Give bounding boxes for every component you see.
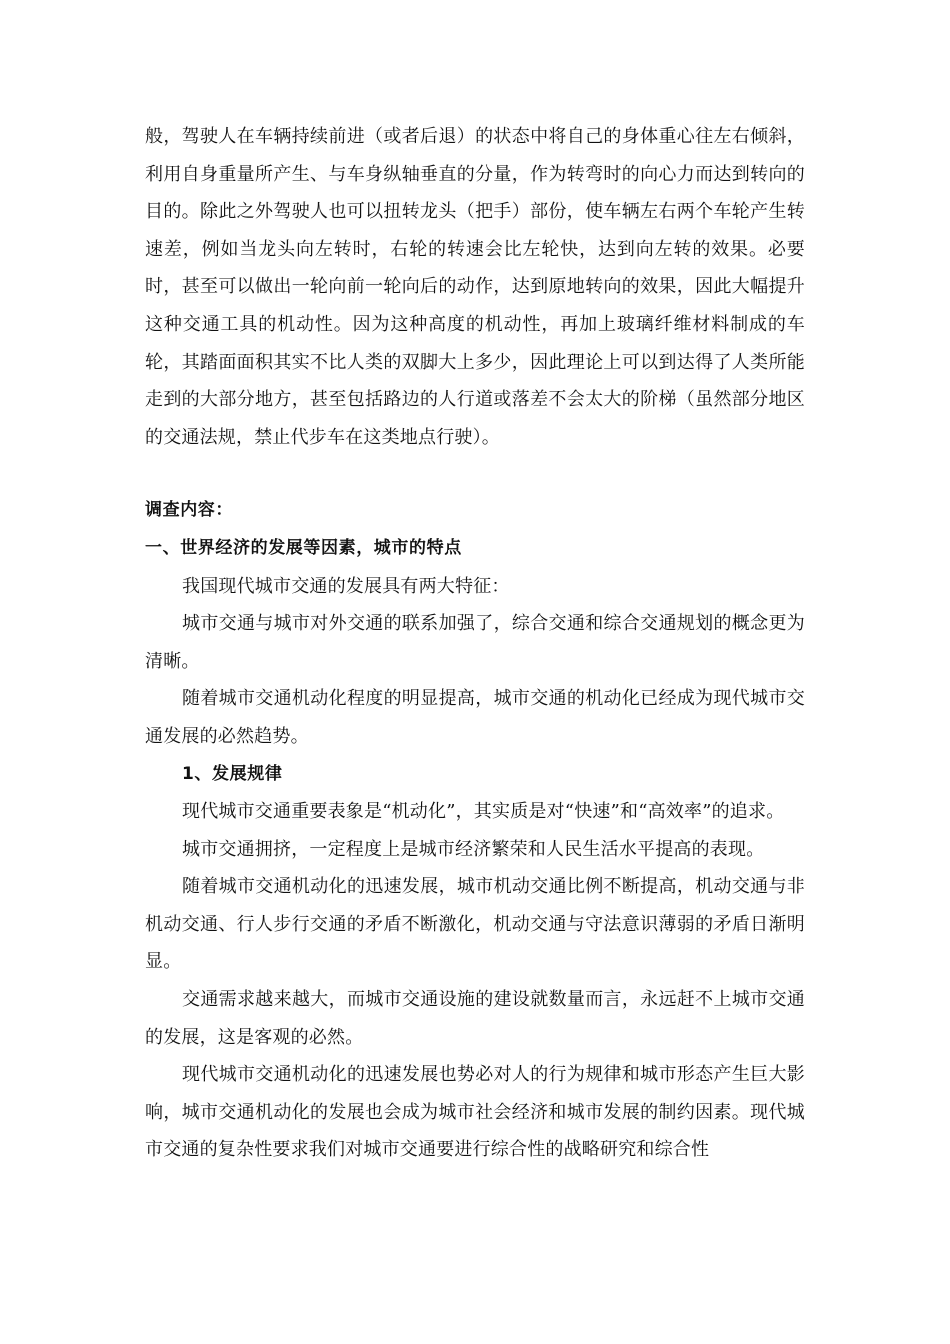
body-paragraph: 随着城市交通机动化程度的明显提高，城市交通的机动化已经成为现代城市交通发展的必然趋势。 bbox=[145, 688, 805, 747]
body-paragraph: 随着城市交通机动化的迅速发展，城市机动交通比例不断提高，机动交通与非机动交通、行人步行交通的矛盾不断激化，机动交通与守法意识薄弱的矛盾日渐明显。 bbox=[145, 876, 805, 973]
body-paragraph: 我国现代城市交通的发展具有两大特征： bbox=[182, 575, 510, 597]
section-label: 调查内容： bbox=[145, 500, 233, 521]
body-paragraph: 城市交通拥挤，一定程度上是城市经济繁荣和人民生活水平提高的表现。 bbox=[182, 838, 765, 860]
body-paragraph: 现代城市交通重要表象是“机动化”，其实质是对“快速”和“高效率”的追求。 bbox=[182, 801, 785, 823]
subheading: 1、发展规律 bbox=[182, 763, 283, 784]
body-paragraph: 现代城市交通机动化的迅速发展也势必对人的行为规律和城市形态产生巨大影响，城市交通机动化的发展也会成为城市社会经济和城市发展的制约因素。现代城市交通的复杂性要求我们对城市交通要进行综合性的战略研究和综合性 bbox=[145, 1064, 805, 1161]
paragraph-spacer bbox=[145, 456, 805, 492]
body-paragraph: 交通需求越来越大，而城市交通设施的建设就数量而言，永远赶不上城市交通的发展，这是客观的必然。 bbox=[145, 989, 805, 1048]
section-heading: 一、世界经济的发展等因素，城市的特点 bbox=[145, 537, 462, 558]
intro-paragraph: 般，驾驶人在车辆持续前进（或者后退）的状态中将自己的身体重心往左右倾斜，利用自身重量所产生、与车身纵轴垂直的分量，作为转弯时的向心力而达到转向的目的。除此之外驾驶人也可以扭转龙头（把手）部份，使车辆左右两个车轮产生转速差，例如当龙头向左转时，右轮的转速会比左轮快，达到向左转的效果。必要时，甚至可以做出一轮向前一轮向后的动作，达到原地转向的效果，因此大幅提升这种交通工具的机动性。因为这种高度的机动性，再加上玻璃纤维材料制成的车轮，其踏面面积其实不比人类的双脚大上多少，因此理论上可以到达得了人类所能走到的大部分地方，甚至包括路边的人行道或落差不会太大的阶梯（虽然部分地区的交通法规，禁止代步车在这类地点行驶）。 bbox=[145, 126, 805, 448]
body-paragraph: 城市交通与城市对外交通的联系加强了，综合交通和综合交通规划的概念更为清晰。 bbox=[145, 613, 805, 672]
document-body bbox=[145, 118, 805, 1169]
